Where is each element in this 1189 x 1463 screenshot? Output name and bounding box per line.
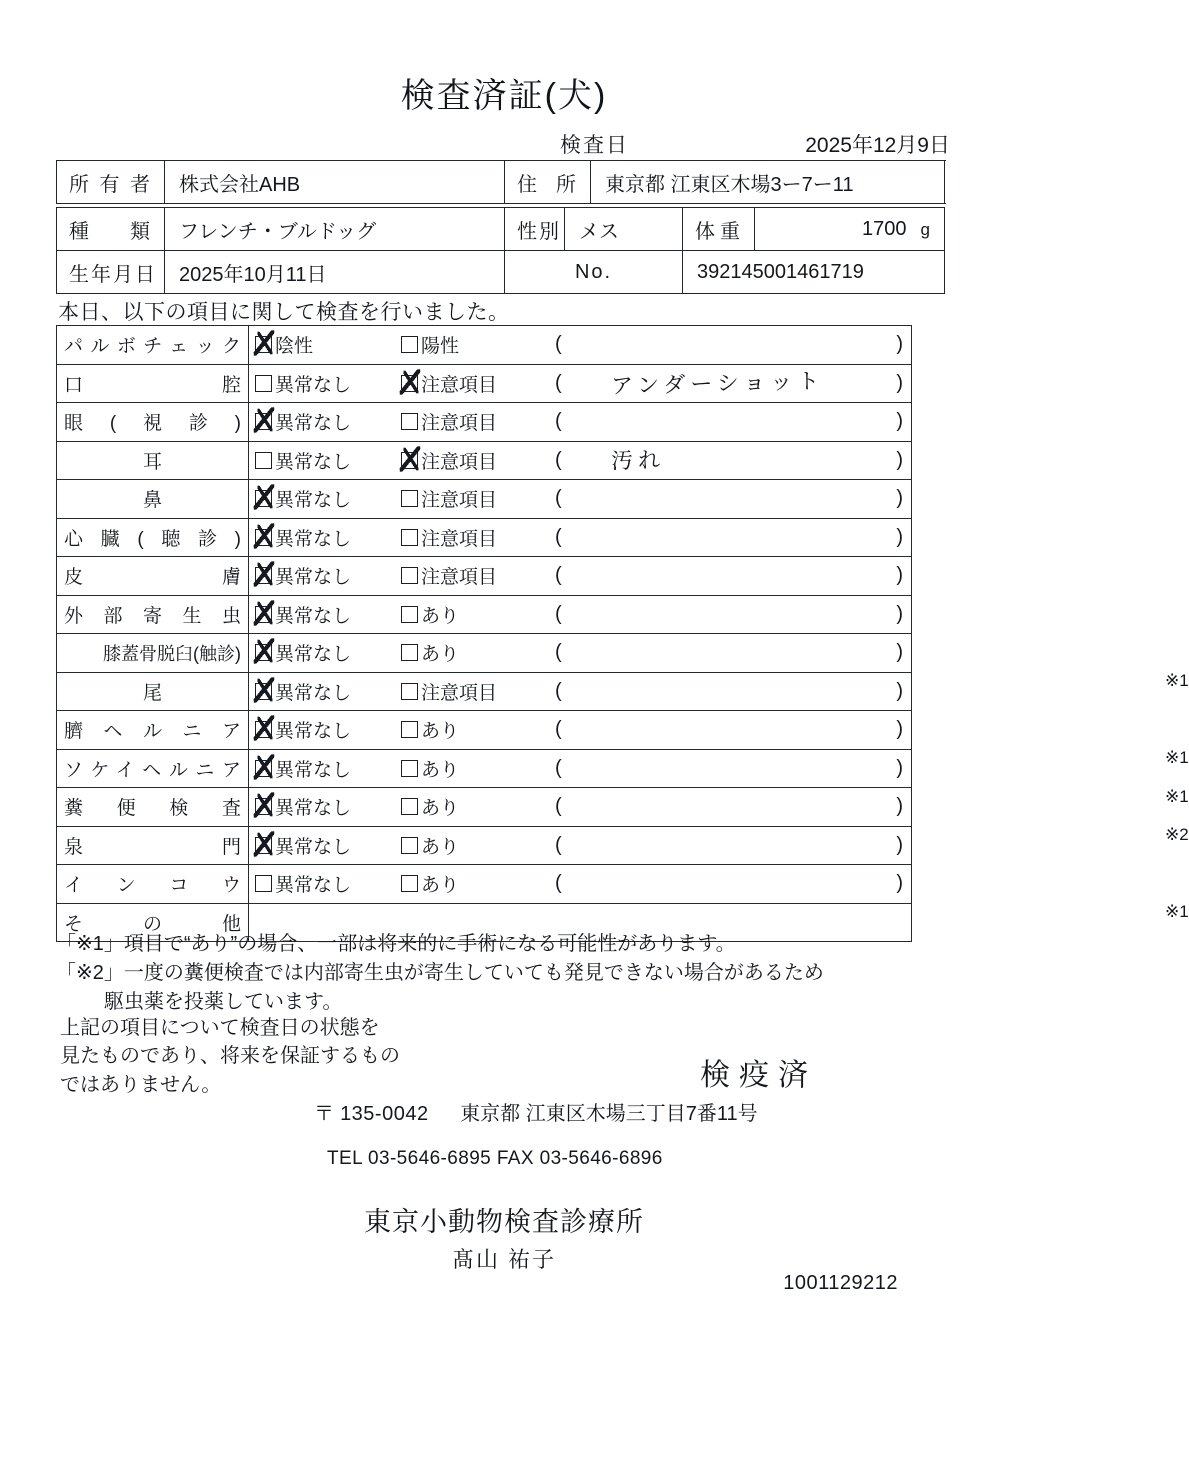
remark-field[interactable]: [551, 526, 911, 549]
checkbox-option-1[interactable]: [255, 793, 401, 820]
remark-field[interactable]: [551, 333, 911, 356]
table-row: [57, 865, 912, 904]
clinic-tel-fax: TEL 03-5646-6895 FAX 03-5646-6896: [327, 1148, 663, 1169]
right-paren: ): [896, 564, 903, 587]
checkbox-option-1-label: 陰性: [275, 336, 314, 358]
checklist-item-options: [249, 595, 912, 634]
left-paren: (: [555, 410, 562, 433]
checkbox-option-2[interactable]: [401, 485, 551, 512]
owner-value[interactable]: 株式会社AHB: [165, 161, 505, 204]
checkbox-option-1[interactable]: [255, 408, 401, 435]
checked-checkbox-icon[interactable]: [255, 837, 272, 854]
right-paren: ): [896, 795, 903, 818]
table-row-breed: [57, 208, 945, 251]
intro-sentence: 本日、以下の項目に関して検査を行いました。: [58, 301, 510, 324]
checked-checkbox-icon[interactable]: [255, 336, 272, 353]
checkbox-option-2-label: あり: [421, 721, 460, 743]
left-paren: (: [555, 679, 562, 702]
remark-field[interactable]: [551, 410, 911, 433]
checked-checkbox-icon[interactable]: [255, 490, 272, 507]
checkbox-option-2[interactable]: [401, 524, 551, 551]
disclaimer-line-1: 上記の項目について検査日の状態を: [60, 1017, 380, 1039]
checked-checkbox-icon[interactable]: [401, 375, 418, 392]
weight-value[interactable]: 1700: [862, 217, 907, 240]
checked-checkbox-icon[interactable]: [255, 606, 272, 623]
page-title: 検査済証(犬): [400, 77, 608, 115]
breed-label: 種類: [57, 208, 165, 251]
animal-info-table: [56, 207, 945, 294]
clinic-name-block: [0, 1200, 1008, 1274]
left-paren: (: [555, 641, 562, 664]
checkbox-icon[interactable]: [401, 875, 418, 892]
checklist-item-options: [249, 364, 912, 403]
checklist-item-options: [249, 865, 1189, 922]
checkbox-option-1[interactable]: [255, 524, 401, 551]
left-paren: (: [555, 833, 562, 856]
checkbox-option-1[interactable]: [255, 485, 401, 512]
table-row: [57, 595, 912, 634]
checklist-item-label: 皮膚: [57, 557, 249, 596]
checkbox-option-1-label: 異常なし: [275, 374, 352, 396]
weight-label: 体重: [683, 208, 755, 251]
checklist-item-options: [249, 518, 912, 557]
checkbox-option-2-label: あり: [421, 605, 460, 627]
checkbox-option-1-label: 異常なし: [275, 490, 352, 512]
left-paren: (: [555, 602, 562, 625]
postal-symbol: 〒: [314, 1103, 335, 1125]
checklist-item-options: [249, 441, 912, 480]
remark-field[interactable]: [551, 448, 911, 475]
checklist-item-label: 外部寄生虫: [57, 595, 249, 634]
footnote-2-cont: 駆虫薬を投薬しています。: [104, 991, 343, 1013]
checkbox-icon[interactable]: [401, 529, 418, 546]
remark-field[interactable]: [551, 757, 911, 780]
disclaimer: [60, 1014, 420, 1099]
right-paren: ): [896, 410, 903, 433]
checkbox-option-1[interactable]: [255, 716, 401, 743]
checkbox-option-2[interactable]: [401, 370, 551, 397]
remark-field[interactable]: [551, 718, 911, 741]
checkbox-icon[interactable]: [401, 644, 418, 661]
address-label: 住所: [505, 161, 591, 204]
footnotes: [56, 930, 936, 1017]
table-row: [57, 557, 912, 596]
checklist-item-options: [249, 672, 912, 711]
footnote-marker: ※1: [1165, 671, 1189, 691]
checkbox-option-2-label: 注意項目: [421, 374, 498, 396]
quarantine-stamp: 検疫済: [700, 1059, 817, 1092]
checked-checkbox-icon[interactable]: [401, 452, 418, 469]
birthdate-label: 生年月日: [57, 251, 165, 294]
checklist-item-label: ソケイヘルニア: [57, 749, 249, 788]
checklist-item-label: 泉門: [57, 826, 249, 865]
table-row: [57, 711, 912, 750]
checkbox-option-1-label: 異常なし: [275, 875, 352, 897]
checkbox-option-2-label: 注意項目: [421, 528, 498, 550]
remark-field[interactable]: [551, 564, 911, 587]
table-row: [57, 672, 912, 711]
checklist-item-label: 心臓(聴診): [57, 518, 249, 557]
checklist-item-options: [249, 711, 1189, 768]
remark-field[interactable]: [551, 795, 911, 818]
checkbox-option-2-label: あり: [421, 798, 460, 820]
owner-info-table: [56, 160, 945, 204]
checkbox-option-1-label: 異常なし: [275, 721, 352, 743]
table-row: [57, 634, 912, 673]
checkbox-option-2[interactable]: [401, 639, 551, 666]
checklist-item-options: [249, 826, 912, 865]
checklist-item-label: 口腔: [57, 364, 249, 403]
checked-checkbox-icon[interactable]: [255, 721, 272, 738]
exam-date-value: 2025年12月9日: [805, 134, 950, 157]
disclaimer-line-3: ではありません。: [60, 1073, 222, 1096]
checkbox-icon[interactable]: [401, 336, 418, 353]
checkbox-option-2-label: あり: [421, 875, 460, 897]
checkbox-option-1[interactable]: [255, 870, 401, 897]
left-paren: (: [555, 448, 562, 471]
breed-value[interactable]: フレンチ・ブルドッグ: [165, 208, 505, 251]
checkbox-icon[interactable]: [401, 721, 418, 738]
right-paren: ): [896, 641, 903, 664]
checklist-item-label: パルボチェック: [57, 326, 249, 365]
left-paren: (: [555, 795, 562, 818]
exam-date-label: 検査日: [560, 134, 629, 157]
checkbox-icon[interactable]: [255, 375, 272, 392]
checkbox-option-1-label: 異常なし: [275, 682, 352, 704]
right-paren: ): [896, 872, 903, 895]
handwritten-remark: アンダーショット: [610, 369, 825, 400]
checkbox-option-2-label: 注意項目: [421, 413, 498, 435]
footnote-2: 「※2」一度の糞便検査では内部寄生虫が寄生していても発見できない場合があるため: [56, 962, 824, 984]
right-paren: ): [896, 833, 903, 856]
table-row: [57, 749, 912, 788]
birthdate-value[interactable]: 2025年10月11日: [165, 251, 505, 294]
checkbox-option-2[interactable]: [401, 678, 551, 705]
right-paren: ): [896, 679, 903, 702]
checkbox-option-2-label: あり: [421, 644, 460, 666]
table-row: [57, 788, 912, 827]
checkbox-icon[interactable]: [401, 413, 418, 430]
number-label: No.: [505, 251, 683, 294]
table-row: [57, 826, 912, 865]
checkbox-option-1[interactable]: [255, 639, 401, 666]
clinic-address: 東京都 江東区木場三丁目7番11号: [460, 1103, 758, 1125]
table-row: [57, 518, 912, 557]
checkbox-option-2-label: 陽性: [421, 336, 460, 358]
right-paren: ): [896, 525, 903, 548]
weight-unit: g: [920, 219, 930, 239]
checkbox-option-2[interactable]: [401, 331, 551, 358]
checklist-item-label: 眼(視診): [57, 403, 249, 442]
checklist-item-label: 糞便検査: [57, 788, 249, 827]
clinic-postal-line: [314, 1097, 758, 1126]
checked-checkbox-icon[interactable]: [255, 798, 272, 815]
checkbox-option-2-label: あり: [421, 759, 460, 781]
checkbox-icon[interactable]: [401, 760, 418, 777]
address-value[interactable]: 東京都 江東区木場3ー7ー11: [591, 161, 945, 204]
checkbox-icon[interactable]: [401, 490, 418, 507]
weight-cell: [755, 208, 945, 251]
left-paren: (: [555, 756, 562, 779]
table-row: [57, 364, 912, 403]
table-row-birthdate: [57, 251, 945, 294]
checkbox-icon[interactable]: [401, 798, 418, 815]
checkbox-icon[interactable]: [401, 567, 418, 584]
remark-field[interactable]: [551, 369, 911, 400]
left-paren: (: [555, 564, 562, 587]
right-paren: ): [896, 602, 903, 625]
remark-field[interactable]: [551, 872, 911, 895]
remark-field[interactable]: [551, 641, 911, 664]
exam-date-row: [560, 129, 950, 155]
veterinarian-name: 髙山 祐子: [451, 1247, 557, 1272]
left-paren: (: [555, 525, 562, 548]
checkbox-option-2[interactable]: [401, 447, 551, 474]
postal-code: 135-0042: [340, 1103, 429, 1125]
checklist-item-label: 耳: [57, 441, 249, 480]
checked-checkbox-icon[interactable]: [255, 567, 272, 584]
checkbox-option-1-label: 異常なし: [275, 644, 352, 666]
checkbox-option-2-label: 注意項目: [421, 682, 498, 704]
checklist-item-label: その他: [57, 903, 249, 942]
checkbox-option-1[interactable]: [255, 562, 401, 589]
checklist-item-label: 膝蓋骨脱臼(触診): [57, 634, 249, 673]
remark-field[interactable]: [551, 834, 911, 857]
left-paren: (: [555, 371, 562, 394]
number-value[interactable]: 392145001461719: [683, 251, 945, 294]
checkbox-option-1[interactable]: [255, 370, 401, 397]
checked-checkbox-icon[interactable]: [255, 413, 272, 430]
remark-field[interactable]: [551, 680, 911, 703]
right-paren: ): [896, 756, 903, 779]
table-row: [57, 441, 912, 480]
checkbox-option-2-label: 注意項目: [421, 451, 498, 473]
footnote-marker: ※2: [1165, 825, 1189, 845]
checkbox-option-2-label: あり: [421, 836, 460, 858]
sex-value[interactable]: メス: [565, 208, 683, 251]
checkbox-option-2[interactable]: [401, 870, 551, 897]
checklist-item-options: [249, 634, 1189, 691]
serial-number: 1001129212: [783, 1272, 898, 1294]
checkbox-option-2[interactable]: [401, 755, 551, 782]
checkbox-option-1-label: 異常なし: [275, 605, 352, 627]
left-paren: (: [555, 333, 562, 356]
checkbox-option-2-label: 注意項目: [421, 490, 498, 512]
checkbox-option-2-label: 注意項目: [421, 567, 498, 589]
checkbox-icon[interactable]: [401, 683, 418, 700]
checkbox-option-1-label: 異常なし: [275, 413, 352, 435]
checkbox-icon[interactable]: [401, 837, 418, 854]
table-row: [57, 326, 912, 365]
checkbox-icon[interactable]: [255, 875, 272, 892]
right-paren: ): [896, 487, 903, 510]
checkbox-option-2[interactable]: [401, 793, 551, 820]
checklist-item-label: 尾: [57, 672, 249, 711]
remark-field[interactable]: [551, 487, 911, 510]
checklist-item-options: [249, 749, 1189, 806]
sex-label: 性別: [505, 208, 565, 251]
table-row-owner: [57, 161, 945, 204]
checkbox-option-1-label: 異常なし: [275, 451, 352, 473]
checklist-item-label: 臍ヘルニア: [57, 711, 249, 750]
checkbox-option-2[interactable]: [401, 832, 551, 859]
inspection-checklist-table: [56, 325, 1189, 942]
checkbox-option-1-label: 異常なし: [275, 759, 352, 781]
checkbox-option-1[interactable]: [255, 601, 401, 628]
table-row: [57, 480, 912, 519]
checklist-item-options: [249, 480, 912, 519]
footnote-marker: ※1: [1165, 902, 1189, 922]
clinic-name: 東京小動物検査診療所: [364, 1207, 644, 1237]
checked-checkbox-icon[interactable]: [255, 760, 272, 777]
checkbox-option-1[interactable]: [255, 678, 401, 705]
checklist-item-options: [249, 326, 912, 365]
footnote-1: 「※1」項目で“あり”の場合、一部は将来的に手術になる可能性があります。: [56, 933, 736, 955]
left-paren: (: [555, 872, 562, 895]
checkbox-option-1-label: 異常なし: [275, 798, 352, 820]
checkbox-option-1-label: 異常なし: [275, 528, 352, 550]
right-paren: ): [896, 371, 903, 394]
checklist-item-options: [249, 403, 912, 442]
checkbox-option-1-label: 異常なし: [275, 836, 352, 858]
right-paren: ): [896, 448, 903, 471]
checkbox-option-1-label: 異常なし: [275, 567, 352, 589]
checkbox-option-2[interactable]: [401, 562, 551, 589]
checkbox-option-1[interactable]: [255, 447, 401, 474]
table-row: [57, 403, 912, 442]
checkbox-option-2[interactable]: [401, 601, 551, 628]
checkbox-option-2[interactable]: [401, 408, 551, 435]
footnote-marker: ※1: [1165, 786, 1189, 806]
checklist-item-options: [249, 557, 912, 596]
right-paren: ): [896, 333, 903, 356]
checked-checkbox-icon[interactable]: [255, 683, 272, 700]
left-paren: (: [555, 487, 562, 510]
checkbox-option-1[interactable]: [255, 755, 401, 782]
right-paren: ): [896, 718, 903, 741]
checked-checkbox-icon[interactable]: [255, 529, 272, 546]
checkbox-option-1[interactable]: [255, 331, 401, 358]
remark-field[interactable]: [551, 603, 911, 626]
checked-checkbox-icon[interactable]: [255, 644, 272, 661]
left-paren: (: [555, 718, 562, 741]
checkbox-icon[interactable]: [255, 452, 272, 469]
footnote-marker: ※1: [1165, 748, 1189, 768]
disclaimer-line-2: 見たものであり、将来を保証するもの: [60, 1045, 400, 1068]
checklist-item-label: インコウ: [57, 865, 249, 904]
checkbox-icon[interactable]: [401, 606, 418, 623]
checklist-item-options: [249, 788, 1189, 845]
checkbox-option-2[interactable]: [401, 716, 551, 743]
owner-label: 所有者: [57, 161, 165, 204]
checkbox-option-1[interactable]: [255, 832, 401, 859]
checklist-item-label: 鼻: [57, 480, 249, 519]
handwritten-remark: 汚れ: [610, 448, 666, 475]
